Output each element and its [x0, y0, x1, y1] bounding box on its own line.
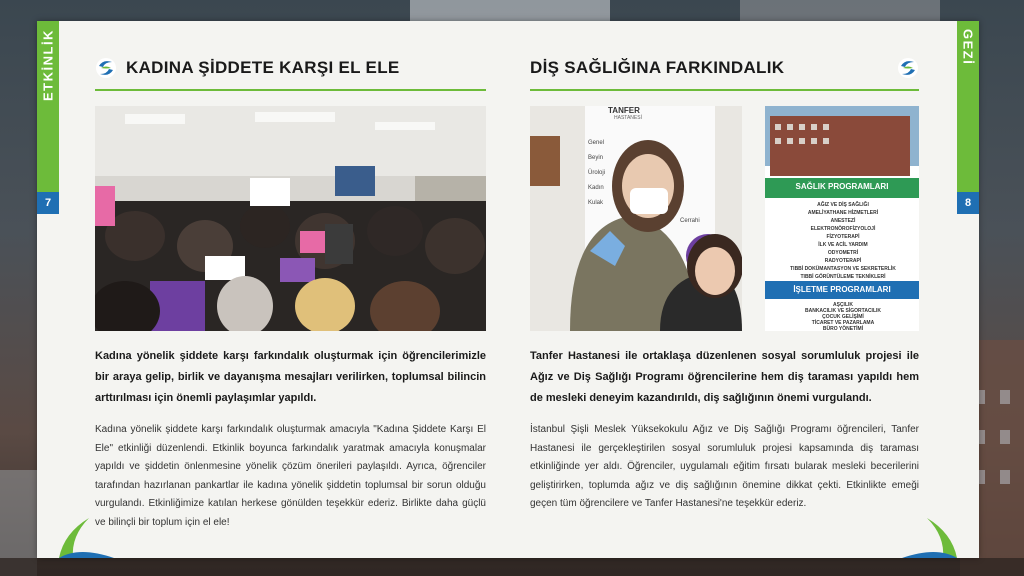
- school-logo-icon: [95, 57, 117, 79]
- title-divider: [530, 89, 919, 91]
- magazine-spread: [37, 21, 979, 558]
- article-lead: Kadına yönelik şiddete karşı farkındalık oluşturmak için öğrencilerimizle bir araya gelip, birlik ve dayanışma mesajları verilirken, toplumsal bilincin arttırılması için önemli paylaşımlar yapıldı.: [95, 350, 486, 404]
- right-side-label: GEZİ: [960, 29, 976, 66]
- event-crowd-photo-icon: [95, 106, 486, 331]
- students-with-dental-banner-icon: [530, 106, 742, 331]
- brochure-photo: [765, 106, 919, 331]
- left-side-tab: [37, 21, 59, 192]
- article-title: DİŞ SAĞLIĞINA FARKINDALIK: [530, 58, 785, 77]
- right-side-tab: [957, 21, 979, 192]
- brochure-title-business: İŞLETME PROGRAMLARI: [793, 285, 891, 294]
- brochure-title-health: SAĞLIK PROGRAMLARI: [795, 182, 889, 191]
- title-divider: [95, 89, 486, 91]
- left-side-label: ETKİNLİK: [40, 29, 56, 101]
- article-title: KADINA ŞİDDETE KARŞI EL ELE: [126, 58, 400, 77]
- brochure-health-list: AĞIZ VE DİŞ SAĞLIĞI AMELİYATHANE HİZMETLERİ ANESTEZİ ELEKTRONÖROFİZYOLOJİ FİZYOTERAPİ İLK VE ACİL YARDIM ODYOMETRİ RADYOTERAPİ TIBBİ DOKÜMANTASYON VE SEKRETERLİK TIBBİ GÖRÜNTÜLEME TEKNİKLERİ: [790, 202, 896, 280]
- banner-header: TANFER: [608, 106, 640, 115]
- students-photo: [530, 106, 742, 331]
- banner-list: Genel Beyin Üroloji Kadın Kulak: [588, 140, 606, 206]
- banner-cerrahi: Cerrahi: [680, 218, 700, 224]
- left-page-number: 7: [37, 192, 59, 214]
- article-lead: Tanfer Hastanesi ile ortaklaşa düzenlenen sosyal sorumluluk projesi ile Ağız ve Diş Sağlığı Programı öğrencilerine hem diş taraması yapıldı hem de mesleki deneyim kazandırıldı, diş sağlığının önemi vurgulandı.: [530, 350, 919, 404]
- article-body: Kadına yönelik şiddete karşı farkındalık oluşturmak amacıyla "Kadına Şiddete Karşı El Ele" etkinliği düzenlendi. Etkinlik boyunca farkındalık yaratmak amacıyla konuşmalar yapıldı ve şiddetin önlenmesine yönelik çözüm önerileri paylaşıldı. Ayrıca, öğrenciler tarafından hazırlanan pankartlar ile kadına yönelik şiddetin toplumsal bir sorun olduğu vurgulandı. Etkinliğimize katılan herkese gönülden teşekkür ederiz. Birlikte daha güçlü ve bilinçli bir toplum için el ele!: [95, 424, 486, 528]
- school-logo-icon: [897, 57, 919, 79]
- article-body: İstanbul Şişli Meslek Yüksekokulu Ağız ve Diş Sağlığı Programı öğrencileri, Tanfer Hastanesi ile gerçekleştirilen sosyal sorumluluk projesi kapsamında diş taraması etkinliğinde yer aldı. Öğrenciler, uygulamalı eğitim fırsatı bularak mesleki becerilerini geliştirirken, toplumda ağız ve diş sağlığının önemine dikkat çekti. Etkinlikte emeği geçen tüm öğrencilere ve Tanfer Hastanesi'ne teşekkür ederiz.: [530, 424, 919, 509]
- right-page-number: 8: [957, 192, 979, 214]
- banner-sub: HASTANESİ: [614, 115, 642, 121]
- event-photo: [95, 106, 486, 331]
- brochure-business-list: AŞÇILIK BANKACILIK VE SİGORTACILIK ÇOCUK GELİŞİMİ TİCARET VE PAZARLAMA BÜRO YÖNETİMİ: [804, 302, 882, 331]
